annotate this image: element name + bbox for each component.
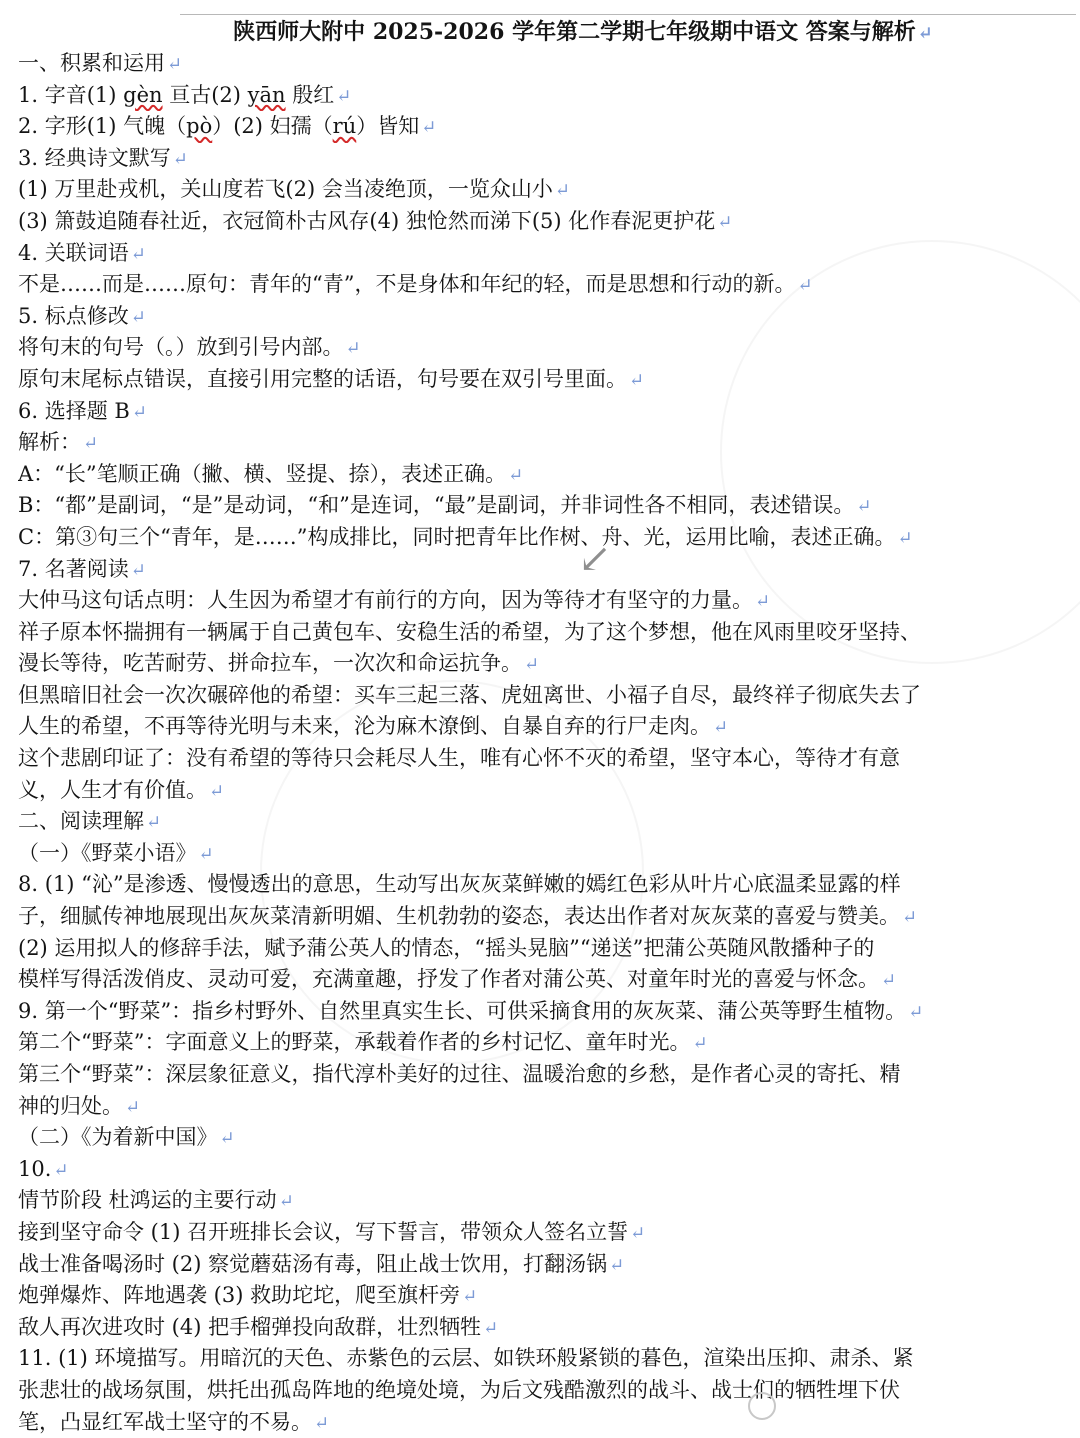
return-arrow-icon: ↵ <box>219 1128 235 1150</box>
document-line <box>18 964 1078 996</box>
line-text: (2) 运用拟人的修辞手法，赋予蒲公英人的情态，“摇头晃脑”“递送”把蒲公英随风散播种子的 <box>18 935 875 960</box>
line-text: 模样写得活泼俏皮、灵动可爱，充满童趣，抒发了作者对蒲公英、对童年时光的喜爱与怀念。 <box>18 967 879 992</box>
line-text: 8. (1) “沁”是渗透、慢慢透出的意思，生动写出灰灰菜鲜嫩的嫣红色彩从叶片心底温柔显露的样 <box>18 872 901 897</box>
line-text: 接到坚守命令 (1) 召开班排长会议，写下誓言，带领众人签名立誓 <box>18 1219 629 1244</box>
line-text: 第三个“野菜”：深层象征意义，指代淳朴美好的过往、温暖治愈的乡愁，是作者心灵的寄托、精 <box>18 1062 901 1086</box>
document-line <box>18 1185 1078 1217</box>
line-text: 第二个“野菜”：字面意义上的野菜，承载着作者的乡村记忆、童年时光。 <box>18 1030 691 1055</box>
return-arrow-icon: ↵ <box>630 1222 646 1244</box>
document-line <box>18 427 1078 459</box>
document-line <box>18 80 1078 112</box>
line-text: 敌人再次进攻时 (4) 把手榴弹投向敌群，壮烈牺牲 <box>18 1314 482 1339</box>
pinyin-annotation: gèn <box>123 82 163 107</box>
line-text: 4. 关联词语 <box>18 240 129 265</box>
line-text: 人生的希望，不再等待光明与未来，沦为麻木潦倒、自暴自弃的行尸走肉。 <box>18 714 711 739</box>
return-arrow-icon: ↵ <box>198 843 214 865</box>
document-line <box>18 332 1078 364</box>
return-arrow-icon: ↵ <box>902 907 918 929</box>
line-text: 神的归处。 <box>18 1093 123 1118</box>
line-text: 10. <box>18 1156 52 1181</box>
document-line <box>18 490 1078 522</box>
return-arrow-icon: ↵ <box>209 780 225 802</box>
document-lines <box>18 48 1078 1438</box>
document-line <box>18 996 1078 1028</box>
document-line <box>18 554 1078 586</box>
line-text: 11. (1) 环境描写。用暗沉的天色、赤紫色的云层、如铁环般紧锁的暮色，渲染出压抑、肃杀、紧 <box>18 1346 914 1371</box>
line-text: 漫长等待，吃苦耐劳、拼命拉车，一次次和命运抗争。 <box>18 651 522 676</box>
line-text: A：“长”笔顺正确（撇、横、竖提、捺），表述正确。 <box>18 461 507 486</box>
line-text: 3. 经典诗文默写 <box>18 145 171 170</box>
line-text: (1) 万里赴戎机，关山度若飞(2) 会当凌绝顶，一览众山小 <box>18 177 553 202</box>
return-arrow-icon: ↵ <box>483 1317 499 1339</box>
return-arrow-icon: ↵ <box>629 369 645 391</box>
line-text: 战士准备喝汤时 (2) 察觉蘑菇汤有毒，阻止战士饮用，打翻汤锅 <box>18 1251 608 1276</box>
line-text: 一、积累和运用 <box>18 51 165 75</box>
top-divider <box>180 14 1076 15</box>
line-text: （一）《野菜小语》 <box>18 840 197 865</box>
document-line <box>18 111 1078 143</box>
line-text: (3) 箫鼓追随春社近，衣冠简朴古风存(4) 独怆然而涕下(5) 化作春泥更护花 <box>18 208 716 233</box>
document-line <box>18 364 1078 396</box>
document-line <box>18 585 1078 617</box>
line-text: 原句末尾标点错误，直接引用完整的话语，句号要在双引号里面。 <box>18 366 627 391</box>
line-text: 二、阅读理解 <box>18 809 144 834</box>
document-line <box>18 1122 1078 1154</box>
document-line <box>18 933 1078 965</box>
return-arrow-icon: ↵ <box>167 54 183 75</box>
return-arrow-icon: ↵ <box>609 1254 625 1276</box>
return-arrow-icon: ↵ <box>130 306 146 328</box>
document-line <box>18 1312 1078 1344</box>
line-text: 将句末的句号（。）放到引号内部。 <box>18 335 344 360</box>
document-line <box>18 396 1078 428</box>
document-line <box>18 1027 1078 1059</box>
return-arrow-icon: ↵ <box>897 527 913 549</box>
line-text: B：“都”是副词，“是”是动词，“和”是连词，“最”是副词，并非词性各不相同，表述错误。 <box>18 493 855 518</box>
document-line <box>18 238 1078 270</box>
pinyin-annotation: rú <box>332 114 357 139</box>
line-text: 解析： <box>18 430 81 455</box>
pinyin-annotation: yān <box>247 82 286 107</box>
return-arrow-icon: ↵ <box>462 1286 478 1308</box>
return-arrow-icon: ↵ <box>125 1096 141 1118</box>
line-text: 但黑暗旧社会一次次碾碎他的希望：买车三起三落、虎妞离世、小福子自尽，最终祥子彻底失去了 <box>18 682 921 707</box>
return-arrow-icon: ↵ <box>314 1412 330 1434</box>
document-line <box>18 617 1078 649</box>
document-line <box>18 806 1078 838</box>
return-arrow-icon: ↵ <box>336 85 352 107</box>
line-text: 情节阶段 杜鸿运的主要行动 <box>18 1188 277 1213</box>
document-title: 陕西师大附中 2025-2026 学年第二学期七年级期中语文 答案与解析 ↵ <box>233 19 933 45</box>
return-arrow-icon: ↵ <box>345 338 361 360</box>
line-text: （二）《为着新中国》 <box>18 1125 218 1150</box>
document-line <box>18 1154 1078 1186</box>
line-text: 祥子原本怀揣拥有一辆属于自己黄包车、安稳生活的希望，为了这个梦想，他在风雨里咬牙坚持、 <box>18 619 921 644</box>
document-line <box>18 1280 1078 1312</box>
document-line <box>18 174 1078 206</box>
return-arrow-icon: ↵ <box>130 559 146 581</box>
return-arrow-icon: ↵ <box>755 591 771 613</box>
document-line <box>18 206 1078 238</box>
return-arrow-icon: ↵ <box>856 496 872 518</box>
line-text: 炮弹爆炸、阵地遇袭 (3) 救助坨坨，爬至旗杆旁 <box>18 1283 461 1308</box>
line-text: 子，细腻传神地展现出灰灰菜清新明媚、生机勃勃的姿态，表达出作者对灰灰菜的喜爱与赞美。 <box>18 904 900 929</box>
return-arrow-icon: ↵ <box>692 1033 708 1055</box>
return-arrow-icon: ↵ <box>130 243 146 265</box>
document-line <box>18 1059 1078 1091</box>
line-text: 笔，凸显红军战士坚守的不易。 <box>18 1409 312 1434</box>
return-arrow-icon: ↵ <box>797 275 813 297</box>
return-arrow-icon: ↵ <box>717 211 733 233</box>
line-text: 5. 标点修改 <box>18 303 129 328</box>
line-text: 这个悲剧印证了：没有希望的等待只会耗尽人生，唯有心怀不灭的希望，坚守本心，等待才有意 <box>18 746 900 771</box>
return-arrow-icon: ↵ <box>554 180 570 202</box>
return-arrow-icon: ↵ <box>713 717 729 739</box>
document-line <box>18 711 1078 743</box>
return-arrow-icon: ↵ <box>908 1001 924 1023</box>
document-line <box>18 1091 1078 1123</box>
document-line <box>18 648 1078 680</box>
document-line <box>18 48 1078 80</box>
return-arrow-icon: ↵ <box>53 1159 69 1181</box>
document-line <box>18 901 1078 933</box>
document-line <box>18 459 1078 491</box>
return-arrow-icon: ↵ <box>83 433 99 455</box>
pinyin-annotation: pò <box>186 114 213 139</box>
wechat-watermark-icon <box>748 1386 1048 1422</box>
document-line <box>18 680 1078 712</box>
document-body <box>18 16 1078 1438</box>
document-line <box>18 269 1078 301</box>
line-text: 6. 选择题 B <box>18 398 130 423</box>
return-arrow-icon: ↵ <box>146 812 162 834</box>
document-line <box>18 1249 1078 1281</box>
return-arrow-icon: ↵ <box>421 117 437 139</box>
return-arrow-icon: ↵ <box>881 970 897 992</box>
arrow-watermark-icon: ↙ <box>578 536 612 582</box>
return-arrow-icon: ↵ <box>131 401 147 423</box>
document-line <box>18 301 1078 333</box>
line-text: 不是……而是……原句：青年的“青”，不是身体和年纪的轻，而是思想和行动的新。 <box>18 272 796 297</box>
return-arrow-icon: ↵ <box>508 464 524 486</box>
document-line <box>18 775 1078 807</box>
line-text: 张悲壮的战场氛围，烘托出孤岛阵地的绝境处境，为后文残酷激烈的战斗、战士们的牺牲埋下伏 <box>18 1377 900 1402</box>
document-line <box>18 143 1078 175</box>
document-line <box>18 1217 1078 1249</box>
line-text: 7. 名著阅读 <box>18 556 129 581</box>
document-line <box>18 1343 1078 1375</box>
line-text: 9. 第一个“野菜”：指乡村野外、自然里真实生长、可供采摘食用的灰灰菜、蒲公英等野生植物。 <box>18 998 907 1023</box>
return-arrow-icon: ↵ <box>524 654 540 676</box>
line-text: C：第③句三个“青年，是……”构成排比，同时把青年比作树、舟、光，运用比喻，表述正确。 <box>18 524 896 549</box>
return-arrow-icon: ↵ <box>172 148 188 170</box>
return-arrow-icon: ↵ <box>278 1191 294 1213</box>
line-text: 大仲马这句话点明：人生因为希望才有前行的方向，因为等待才有坚守的力量。 <box>18 588 753 613</box>
document-line <box>18 838 1078 870</box>
line-text: 2. 字形(1) 气魄（pò）(2) 妇孺（rú）皆知 <box>18 114 420 139</box>
line-text: 义，人生才有价值。 <box>18 777 207 802</box>
document-line <box>18 869 1078 901</box>
line-text: 1. 字音(1) gèn 亘古(2) yān 殷红 <box>18 82 335 107</box>
document-line <box>18 743 1078 775</box>
return-arrow-icon: ↵ <box>917 23 933 44</box>
document-line <box>18 522 1078 554</box>
